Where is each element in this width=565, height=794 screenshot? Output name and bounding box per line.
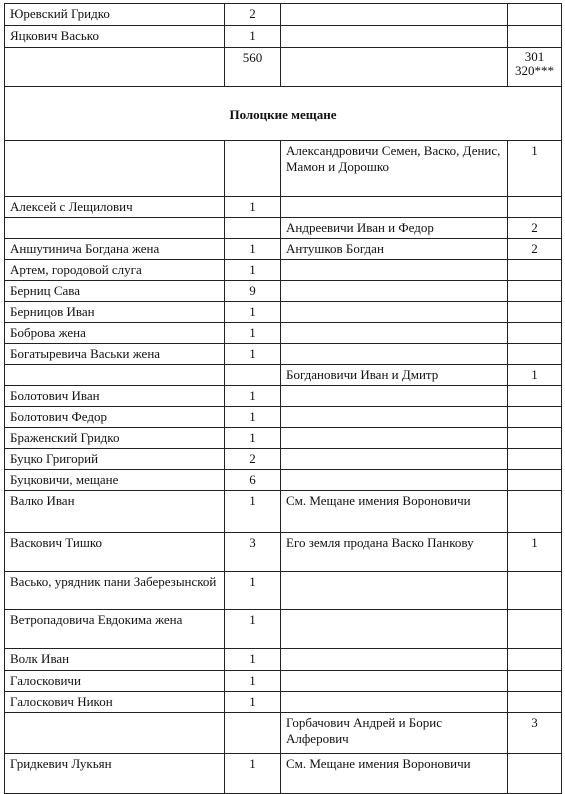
name-cell: Болотович Иван	[5, 386, 225, 407]
name-cell: Яцкович Васько	[5, 26, 225, 48]
name-cell: Аншутинича Богдана жена	[5, 239, 225, 260]
count-cell	[225, 141, 281, 197]
totals-row	[5, 48, 562, 87]
name2-cell	[281, 649, 508, 671]
table-row	[5, 365, 562, 386]
table-row	[5, 671, 562, 692]
name-cell: Васько, урядник пани Заберезынской	[5, 572, 225, 610]
name-cell: Браженский Гридко	[5, 428, 225, 449]
count-cell: 1	[225, 754, 281, 794]
table-row	[5, 533, 562, 572]
name2-cell: См. Мещане имения Вороновичи	[281, 754, 508, 794]
count-cell: 1	[225, 197, 281, 218]
count-cell: 2	[225, 4, 281, 26]
totals-empty-2	[281, 48, 508, 87]
total-count2-line1: 301	[524, 49, 545, 64]
count-cell: 1	[225, 491, 281, 533]
name-cell: Юревский Гридко	[5, 4, 225, 26]
name-cell	[5, 141, 225, 197]
count2-cell	[508, 386, 562, 407]
count-cell: 1	[225, 407, 281, 428]
table-row	[5, 428, 562, 449]
name-cell: Боброва жена	[5, 323, 225, 344]
name2-cell: Его земля продана Васко Панкову	[281, 533, 508, 572]
count2-cell	[508, 344, 562, 365]
name2-cell	[281, 197, 508, 218]
count2-cell: 1	[508, 533, 562, 572]
count2-cell: 1	[508, 141, 562, 197]
count2-cell	[508, 470, 562, 491]
name2-cell	[281, 572, 508, 610]
count2-cell	[508, 671, 562, 692]
count-cell: 1	[225, 649, 281, 671]
count-cell: 1	[225, 572, 281, 610]
count2-cell: 1	[508, 365, 562, 386]
count2-cell	[508, 428, 562, 449]
count2-cell	[508, 26, 562, 48]
count2-cell	[508, 692, 562, 713]
count2-cell	[508, 197, 562, 218]
name-cell: Буцко Григорий	[5, 449, 225, 470]
table-row	[5, 218, 562, 239]
count-cell: 1	[225, 428, 281, 449]
count-cell: 1	[225, 344, 281, 365]
name-cell: Ветропадовича Евдокима жена	[5, 610, 225, 649]
name2-cell	[281, 323, 508, 344]
count-cell: 1	[225, 239, 281, 260]
name2-cell	[281, 692, 508, 713]
total-count2-line2: 320***	[515, 63, 554, 78]
name-cell: Валко Иван	[5, 491, 225, 533]
table-row	[5, 344, 562, 365]
name-cell: Галосковичи	[5, 671, 225, 692]
count2-cell	[508, 449, 562, 470]
table-row	[5, 141, 562, 197]
table-row	[5, 572, 562, 610]
name2-cell	[281, 407, 508, 428]
name2-cell	[281, 671, 508, 692]
table-row	[5, 491, 562, 533]
name-cell: Буцковичи, мещане	[5, 470, 225, 491]
count-cell: 1	[225, 671, 281, 692]
name-cell: Галоскович Никон	[5, 692, 225, 713]
document-page	[4, 3, 561, 794]
name2-cell	[281, 260, 508, 281]
table-row	[5, 610, 562, 649]
name2-cell: Горбачович Андрей и Борис Алферович	[281, 713, 508, 754]
name2-cell	[281, 302, 508, 323]
total-count2	[508, 48, 562, 87]
count2-cell	[508, 754, 562, 794]
name-cell	[5, 713, 225, 754]
count2-cell	[508, 4, 562, 26]
name-cell: Васкович Тишко	[5, 533, 225, 572]
name2-cell: См. Мещане имения Вороновичи	[281, 491, 508, 533]
count-cell: 2	[225, 449, 281, 470]
name-cell: Волк Иван	[5, 649, 225, 671]
name-cell: Берницов Иван	[5, 302, 225, 323]
name-cell: Гридкевич Лукьян	[5, 754, 225, 794]
count-cell: 6	[225, 470, 281, 491]
count-cell	[225, 218, 281, 239]
name2-cell: Андреевичи Иван и Федор	[281, 218, 508, 239]
count2-cell	[508, 281, 562, 302]
table-row	[5, 754, 562, 794]
count2-cell	[508, 610, 562, 649]
count2-cell	[508, 491, 562, 533]
table-row	[5, 713, 562, 754]
register-table	[4, 3, 562, 794]
table-row	[5, 281, 562, 302]
table-row	[5, 4, 562, 26]
table-row	[5, 197, 562, 218]
count2-cell	[508, 407, 562, 428]
name-cell	[5, 365, 225, 386]
name2-cell	[281, 610, 508, 649]
name2-cell: Александровичи Семен, Васко, Денис, Мамон и Дорошко	[281, 141, 508, 197]
table-row	[5, 649, 562, 671]
count-cell: 1	[225, 26, 281, 48]
count2-cell	[508, 323, 562, 344]
name2-cell	[281, 386, 508, 407]
table-row	[5, 260, 562, 281]
count2-cell: 2	[508, 239, 562, 260]
count-cell: 1	[225, 302, 281, 323]
table-row	[5, 386, 562, 407]
section-title: Полоцкие мещане	[5, 87, 562, 141]
count-cell: 1	[225, 323, 281, 344]
name-cell: Артем, городовой слуга	[5, 260, 225, 281]
count2-cell	[508, 649, 562, 671]
table-row	[5, 407, 562, 428]
name-cell	[5, 218, 225, 239]
count-cell: 1	[225, 692, 281, 713]
count2-cell: 2	[508, 218, 562, 239]
name-cell: Берниц Сава	[5, 281, 225, 302]
count2-cell	[508, 260, 562, 281]
table-row	[5, 323, 562, 344]
name2-cell	[281, 281, 508, 302]
section-row	[5, 87, 562, 141]
count-cell: 1	[225, 610, 281, 649]
count-cell	[225, 365, 281, 386]
table-row	[5, 239, 562, 260]
name2-cell	[281, 344, 508, 365]
name2-cell: Богдановичи Иван и Дмитр	[281, 365, 508, 386]
table-row	[5, 449, 562, 470]
total-count: 560	[225, 48, 281, 87]
table-row	[5, 470, 562, 491]
count-cell: 1	[225, 260, 281, 281]
count-cell: 1	[225, 386, 281, 407]
table-row	[5, 692, 562, 713]
totals-empty	[5, 48, 225, 87]
name2-cell	[281, 428, 508, 449]
name2-cell: Антушков Богдан	[281, 239, 508, 260]
name2-cell	[281, 26, 508, 48]
name2-cell	[281, 470, 508, 491]
name-cell: Болотович Федор	[5, 407, 225, 428]
count-cell	[225, 713, 281, 754]
table-row	[5, 26, 562, 48]
count-cell: 9	[225, 281, 281, 302]
count2-cell: 3	[508, 713, 562, 754]
count-cell: 3	[225, 533, 281, 572]
name-cell: Богатыревича Васьки жена	[5, 344, 225, 365]
name2-cell	[281, 4, 508, 26]
count2-cell	[508, 302, 562, 323]
name2-cell	[281, 449, 508, 470]
table-row	[5, 302, 562, 323]
name-cell: Алексей с Лещилович	[5, 197, 225, 218]
count2-cell	[508, 572, 562, 610]
